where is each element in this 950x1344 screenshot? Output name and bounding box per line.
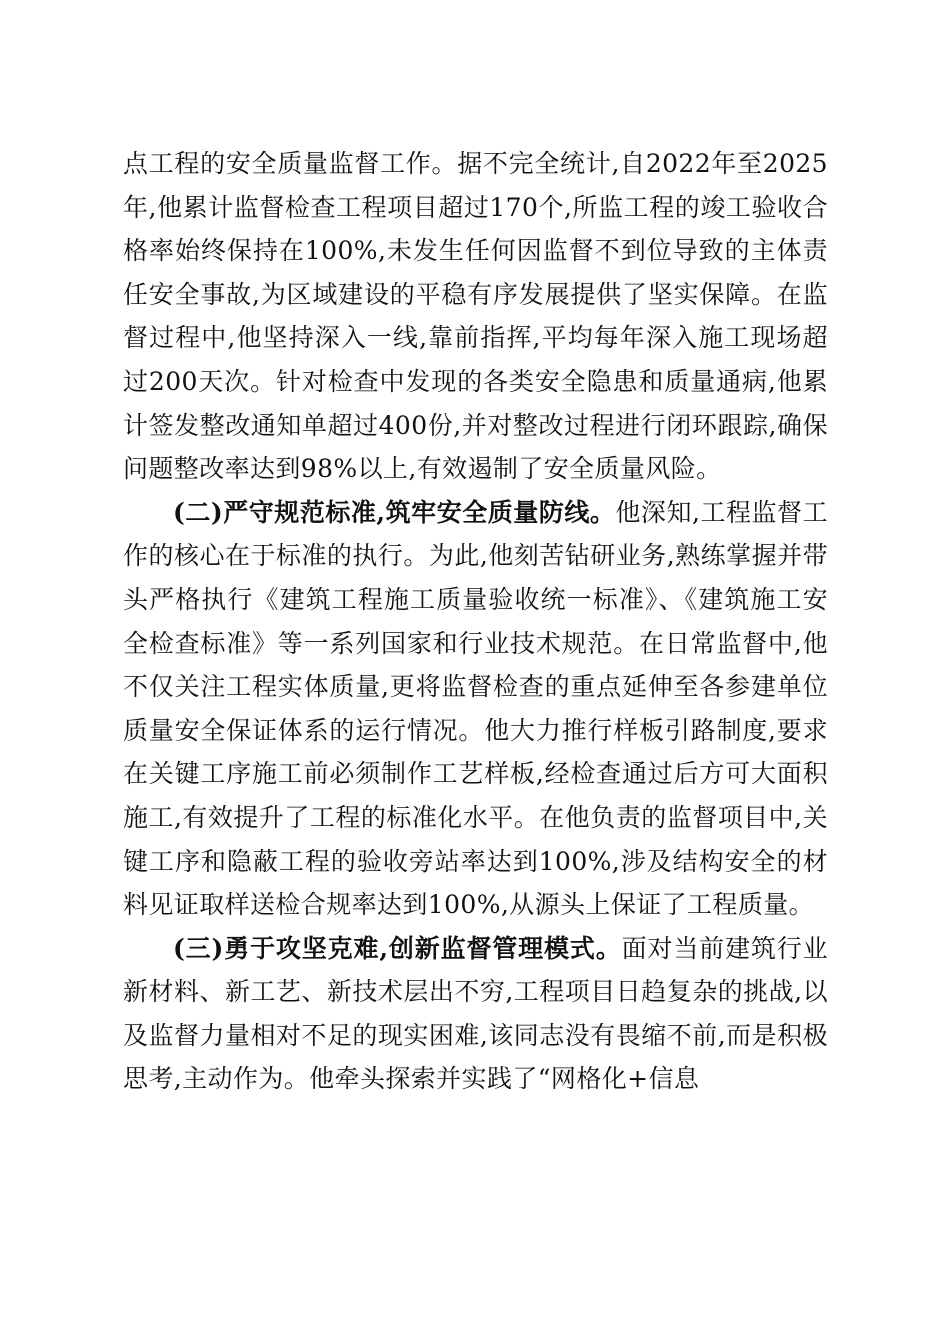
- document-page: [123, 142, 828, 1101]
- paragraph-section-2: [123, 491, 828, 927]
- paragraph-text: 面对当前建筑行业新材料、新工艺、新技术层出不穷,工程项目日趋复杂的挑战,以及监督力量相对不足的现实困难,该同志没有畏缩不前,而是积极思考,主动作为。他牵头探索并实践了“网格化+信息: [123, 933, 828, 1094]
- paragraph-section-3: [123, 927, 828, 1101]
- section-heading: (三)勇于攻坚克难,创新监督管理模式。: [173, 933, 622, 963]
- paragraph-text: 点工程的安全质量监督工作。据不完全统计,自2022年至2025年,他累计监督检查工程项目超过170个,所监工程的竣工验收合格率始终保持在100%,未发生任何因监督不到位导致的主体责任安全事故,为区域建设的平稳有序发展提供了坚实保障。在监督过程中,他坚持深入一线,靠前指挥,平均每年深入施工现场超过200天次。针对检查中发现的各类安全隐患和质量通病,他累计签发整改通知单超过400份,并对整改过程进行闭环跟踪,确保问题整改率达到98%以上,有效遏制了安全质量风险。: [123, 149, 828, 484]
- paragraph-text: 他深知,工程监督工作的核心在于标准的执行。为此,他刻苦钻研业务,熟练掌握并带头严格执行《建筑工程施工质量验收统一标准》、《建筑施工安全检查标准》等一系列国家和行业技术规范。在日常监督中,他不仅关注工程实体质量,更将监督检查的重点延伸至各参建单位质量安全保证体系的运行情况。他大力推行样板引路制度,要求在关键工序施工前必须制作工艺样板,经检查通过后方可大面积施工,有效提升了工程的标准化水平。在他负责的监督项目中,关键工序和隐蔽工程的验收旁站率达到100%,涉及结构安全的材料见证取样送检合规率达到100%,从源头上保证了工程质量。: [123, 497, 828, 920]
- paragraph-continuation: [123, 142, 828, 491]
- section-heading: (二)严守规范标准,筑牢安全质量防线。: [173, 497, 616, 527]
